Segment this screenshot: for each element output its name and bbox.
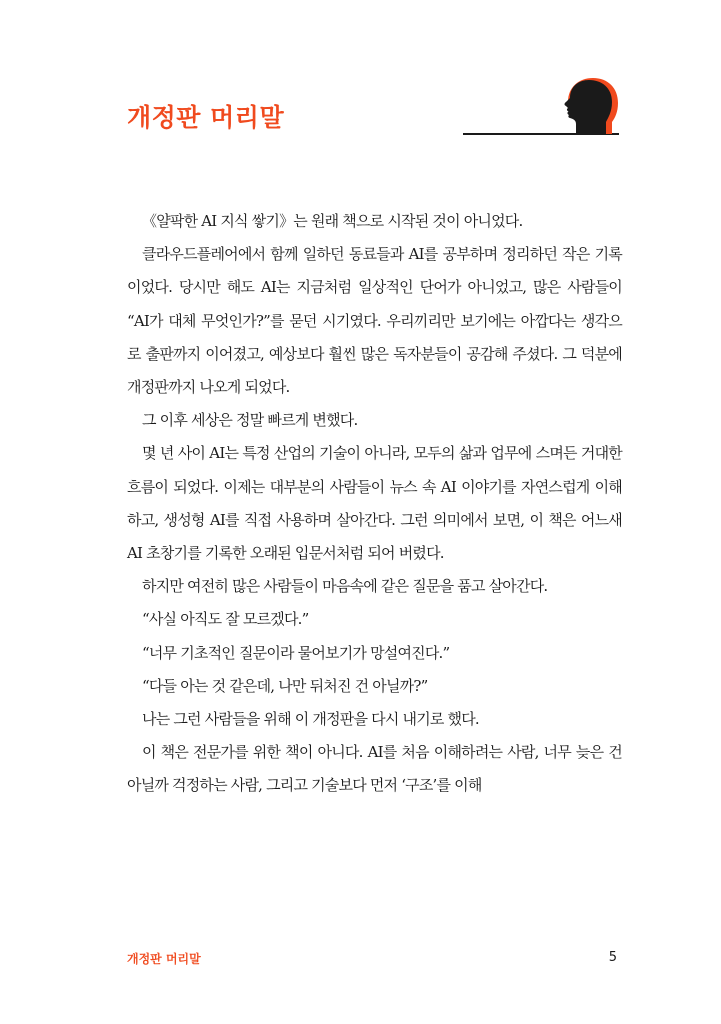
- page-title: 개정판 머리말: [127, 103, 285, 132]
- quote-line: “다들 아는 것 같은데, 나만 뒤처진 건 아닐까?”: [142, 676, 428, 695]
- paragraph: 하지만 여전히 많은 사람들이 마음속에 같은 질문을 품고 살아간다.: [142, 577, 548, 596]
- page-number: 5: [608, 950, 617, 965]
- paragraph: 《얄팍한 AI 지식 쌓기》는 원래 책으로 시작된 것이 아니었다.: [142, 212, 523, 230]
- running-title: 개정판 머리말: [127, 952, 201, 966]
- paragraph: 이 책은 전문가를 위한 책이 아니다. AI를 처음 이해하려는 사람, 너무 늦은 건 아닐까 걱정하는 사람, 그리고 기술보다 먼저 ‘구조’를 이해: [127, 743, 622, 795]
- head-silhouette-icon: [560, 74, 624, 136]
- paragraph: 클라우드플레어에서 함께 일하던 동료들과 AI를 공부하며 정리하던 작은 기록이었다. 당시만 해도 AI는 지금처럼 일상적인 단어가 아니었고, 많은 사람들이 “AI가 대체 무엇인가?”를 묻던 시기였다. 우리끼리만 보기에는 아깝다는 생각으로 출판까지 이어졌고, 예상보다 훨씬 많은 독자분들이 공감해 주셨다. 그 덕분에 개정판까지 나오게 되었다.: [127, 245, 622, 397]
- preface-body: [127, 205, 622, 803]
- paragraph: 나는 그런 사람들을 위해 이 개정판을 다시 내기로 했다.: [142, 710, 479, 729]
- paragraph: 그 이후 세상은 정말 빠르게 변했다.: [142, 411, 358, 430]
- paragraph: 몇 년 사이 AI는 특정 산업의 기술이 아니라, 모두의 삶과 업무에 스며든 거대한 흐름이 되었다. 이제는 대부분의 사람들이 뉴스 속 AI 이야기를 자연스럽게 이해하고, 생성형 AI를 직접 사용하며 살아간다. 그런 의미에서 보면, 이 책은 어느새 AI 초창기를 기록한 오래된 입문서처럼 되어 버렸다.: [127, 444, 622, 563]
- quote-line: “너무 기초적인 질문이라 물어보기가 망설여진다.”: [142, 643, 450, 662]
- quote-line: “사실 아직도 잘 모르겠다.”: [142, 610, 309, 629]
